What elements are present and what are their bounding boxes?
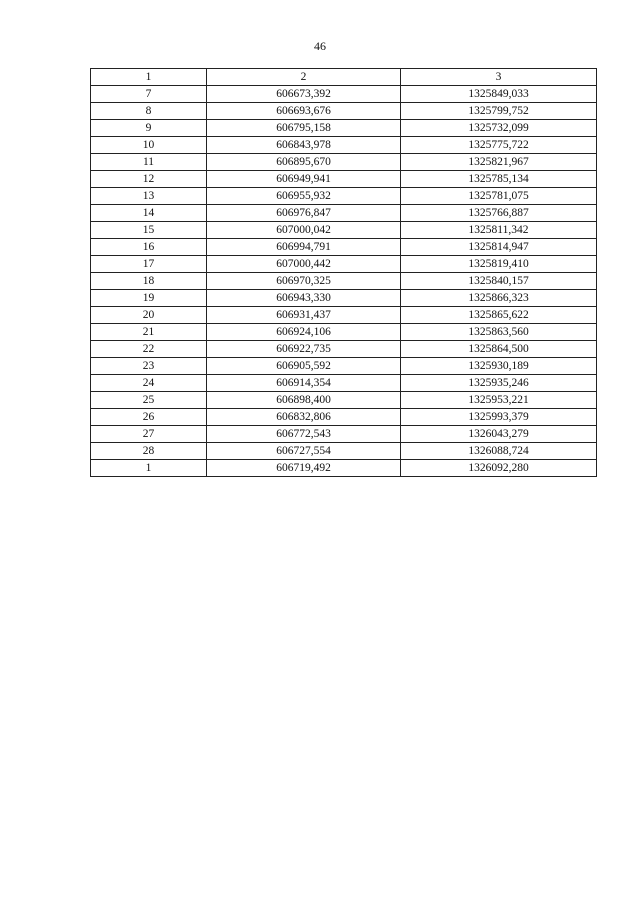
- table-body: [91, 86, 597, 477]
- table-cell-col-2: 606955,932: [207, 188, 401, 205]
- table-cell-col-2: 606976,847: [207, 205, 401, 222]
- table-row: [91, 86, 597, 103]
- table-cell-col-3: 1325864,500: [401, 341, 597, 358]
- table-cell-col-1: 16: [91, 239, 207, 256]
- column-header-3: 3: [401, 69, 597, 86]
- table-cell-col-1: 10: [91, 137, 207, 154]
- table-cell-col-3: 1326092,280: [401, 460, 597, 477]
- table-cell-col-3: 1325766,887: [401, 205, 597, 222]
- table-cell-col-3: 1325993,379: [401, 409, 597, 426]
- table-cell-col-1: 28: [91, 443, 207, 460]
- table-cell-col-1: 12: [91, 171, 207, 188]
- table-cell-col-1: 13: [91, 188, 207, 205]
- table-cell-col-2: 607000,442: [207, 256, 401, 273]
- table-cell-col-1: 27: [91, 426, 207, 443]
- table-cell-col-3: 1325785,134: [401, 171, 597, 188]
- table-row: [91, 341, 597, 358]
- table-cell-col-3: 1325814,947: [401, 239, 597, 256]
- table-row: [91, 239, 597, 256]
- table-cell-col-1: 7: [91, 86, 207, 103]
- table-row: [91, 154, 597, 171]
- table-cell-col-3: 1325863,560: [401, 324, 597, 341]
- table-row: [91, 290, 597, 307]
- table-cell-col-2: 606905,592: [207, 358, 401, 375]
- table-row: [91, 137, 597, 154]
- table-cell-col-1: 23: [91, 358, 207, 375]
- table-cell-col-3: 1325930,189: [401, 358, 597, 375]
- table-cell-col-3: 1325953,221: [401, 392, 597, 409]
- table-row: [91, 273, 597, 290]
- table-cell-col-3: 1325865,622: [401, 307, 597, 324]
- table-cell-col-3: 1326043,279: [401, 426, 597, 443]
- table-cell-col-3: 1325811,342: [401, 222, 597, 239]
- header-row: [91, 69, 597, 86]
- table-cell-col-2: 606843,978: [207, 137, 401, 154]
- table-row: [91, 205, 597, 222]
- table-cell-col-3: 1325849,033: [401, 86, 597, 103]
- table-cell-col-2: 606832,806: [207, 409, 401, 426]
- page-number: 46: [314, 39, 326, 53]
- table-cell-col-2: 606922,735: [207, 341, 401, 358]
- table-cell-col-2: 606914,354: [207, 375, 401, 392]
- table-row: [91, 120, 597, 137]
- table-cell-col-3: 1325935,246: [401, 375, 597, 392]
- table-cell-col-3: 1325732,099: [401, 120, 597, 137]
- table-cell-col-3: 1325775,722: [401, 137, 597, 154]
- table-cell-col-2: 606727,554: [207, 443, 401, 460]
- table-row: [91, 222, 597, 239]
- table-row: [91, 103, 597, 120]
- column-header-1: 1: [91, 69, 207, 86]
- coordinates-table: [90, 68, 597, 477]
- table-row: [91, 460, 597, 477]
- table-cell-col-2: 606693,676: [207, 103, 401, 120]
- table-cell-col-1: 14: [91, 205, 207, 222]
- table-cell-col-1: 9: [91, 120, 207, 137]
- table-cell-col-2: 606673,392: [207, 86, 401, 103]
- table-cell-col-2: 606795,158: [207, 120, 401, 137]
- table-cell-col-1: 21: [91, 324, 207, 341]
- table-cell-col-2: 606898,400: [207, 392, 401, 409]
- table-cell-col-1: 19: [91, 290, 207, 307]
- table-cell-col-1: 17: [91, 256, 207, 273]
- table-cell-col-2: 606895,670: [207, 154, 401, 171]
- table-row: [91, 392, 597, 409]
- table-cell-col-2: 607000,042: [207, 222, 401, 239]
- table-cell-col-2: 606719,492: [207, 460, 401, 477]
- table-cell-col-3: 1325866,323: [401, 290, 597, 307]
- table-row: [91, 256, 597, 273]
- table-cell-col-2: 606772,543: [207, 426, 401, 443]
- table-row: [91, 426, 597, 443]
- column-header-2: 2: [207, 69, 401, 86]
- table-cell-col-1: 20: [91, 307, 207, 324]
- table-cell-col-2: 606924,106: [207, 324, 401, 341]
- table-cell-col-3: 1326088,724: [401, 443, 597, 460]
- table-cell-col-1: 11: [91, 154, 207, 171]
- table-row: [91, 171, 597, 188]
- table-row: [91, 409, 597, 426]
- table-cell-col-1: 22: [91, 341, 207, 358]
- table-row: [91, 443, 597, 460]
- table-cell-col-1: 24: [91, 375, 207, 392]
- table-cell-col-1: 26: [91, 409, 207, 426]
- table-cell-col-2: 606994,791: [207, 239, 401, 256]
- table-cell-col-3: 1325840,157: [401, 273, 597, 290]
- table-cell-col-3: 1325799,752: [401, 103, 597, 120]
- table-row: [91, 375, 597, 392]
- table-row: [91, 324, 597, 341]
- table-cell-col-1: 1: [91, 460, 207, 477]
- table-cell-col-1: 25: [91, 392, 207, 409]
- table-cell-col-2: 606949,941: [207, 171, 401, 188]
- table-cell-col-2: 606943,330: [207, 290, 401, 307]
- table-cell-col-3: 1325819,410: [401, 256, 597, 273]
- table-row: [91, 358, 597, 375]
- table-cell-col-1: 15: [91, 222, 207, 239]
- table-cell-col-1: 8: [91, 103, 207, 120]
- table-header: [91, 69, 597, 86]
- table-row: [91, 307, 597, 324]
- table-cell-col-3: 1325781,075: [401, 188, 597, 205]
- table-cell-col-1: 18: [91, 273, 207, 290]
- table-cell-col-2: 606970,325: [207, 273, 401, 290]
- table-cell-col-3: 1325821,967: [401, 154, 597, 171]
- table-row: [91, 188, 597, 205]
- table-cell-col-2: 606931,437: [207, 307, 401, 324]
